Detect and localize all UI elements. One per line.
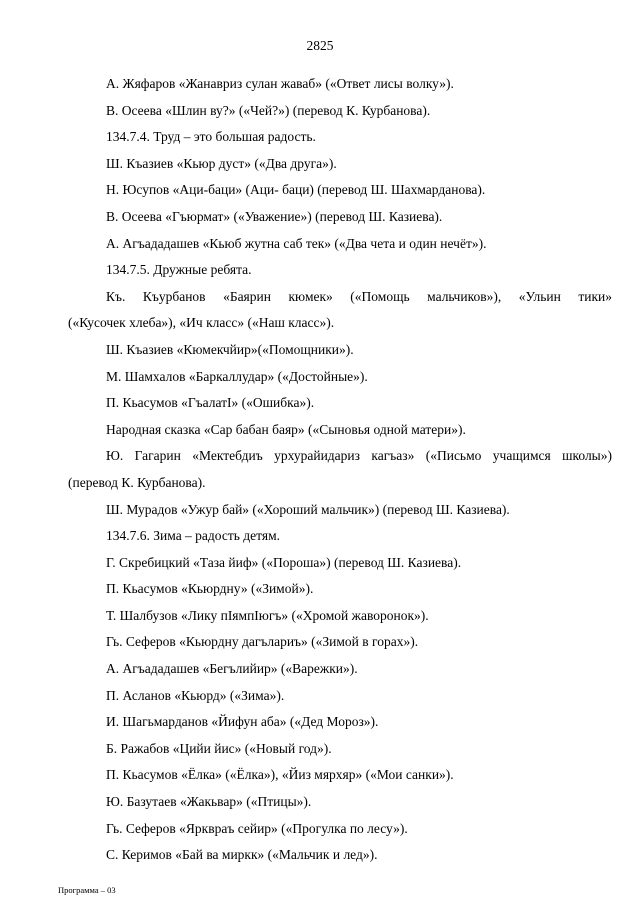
text-line: В. Осеева «Шлин ву?» («Чей?») (перевод К. Курбанова). [106, 102, 431, 118]
text-line: Ю. Базутаев «Жакьвар» («Птицы»). [106, 794, 312, 810]
text-line: А. Агъададашев «Бегълийир» («Варежки»). [106, 661, 358, 677]
text-line: Б. Ражабов «Цийи йис» («Новый год»). [106, 740, 332, 756]
text-line: Т. Шалбузов «Лику пІямпІюгъ» («Хромой жаворонок»). [106, 607, 429, 623]
section-heading: 134.7.5. Дружные ребята. [106, 262, 252, 278]
text-line: П. Асланов «Кьюрд» («Зима»). [106, 687, 285, 703]
section-heading: 134.7.4. Труд – это большая радость. [106, 129, 316, 145]
text-line: Ю. Гагарин «Мектебдиъ урхурайидариз кагъаз» («Письмо учащимся школы») [106, 448, 612, 464]
text-line: П. Кьасумов «Кьюрдну» («Зимой»). [106, 581, 314, 597]
text-line: Къ. Къурбанов «Баярин кюмек» («Помощь мальчиков»), «Ульин тики» [106, 288, 612, 304]
document-body [68, 71, 612, 869]
text-line: Гь. Сеферов «Яркврaъ сейир» («Прогулка по лесу»). [106, 820, 408, 836]
footer-program-label: Программа – 03 [58, 885, 116, 895]
text-line: П. Кьасумов «Ёлка» («Ёлка»), «Йиз мярхяр» («Мои санки»). [106, 767, 454, 783]
text-line: П. Кьасумов «ГъалатІ» («Ошибка»). [106, 395, 315, 411]
text-line: А. Агъададашев «Кьюб жутна саб тек» («Два чета и один нечёт»). [106, 235, 487, 251]
text-line: В. Осеева «Гъюрмат» («Уважение») (перевод Ш. Казиева). [106, 208, 443, 224]
text-line: Ш. Къазиев «Кюмекчйир»(«Помощники»). [106, 341, 354, 357]
text-line: А. Жяфаров «Жанавриз сулан жаваб» («Ответ лисы волку»). [106, 76, 454, 91]
text-line-continuation: («Кусочек хлеба»), «Ич класс» («Наш класс»). [68, 315, 335, 331]
page-number: 2825 [306, 38, 334, 53]
text-line: Г. Скребицкий «Таза йиф» («Пороша») (перевод Ш. Казиева). [106, 554, 462, 570]
text-line-continuation: (перевод К. Курбанова). [68, 474, 206, 490]
text-line: Гь. Сеферов «Кьюрдну дагълариъ» («Зимой в горах»). [106, 634, 419, 650]
text-line: Ш. Мурадов «Ужур бай» («Хороший мальчик») (перевод Ш. Казиева). [106, 501, 510, 517]
text-line: Ш. Къазиев «Кьюр дуст» («Два друга»). [106, 155, 337, 171]
text-line: М. Шамхалов «Баркаллудар» («Достойные»). [106, 368, 368, 384]
text-line: И. Шагьмарданов «Йифун аба» («Дед Мороз»). [106, 714, 379, 730]
text-line: Н. Юсупов «Аци-баци» (Аци- баци) (перевод Ш. Шахмарданова). [106, 182, 486, 198]
text-line: С. Керимов «Бай ва миркк» («Мальчик и лед»). [106, 847, 378, 863]
section-heading: 134.7.6. Зима – радость детям. [106, 528, 281, 544]
text-line: Народная сказка «Сар бабан баяр» («Сыновья одной матери»). [106, 421, 466, 437]
